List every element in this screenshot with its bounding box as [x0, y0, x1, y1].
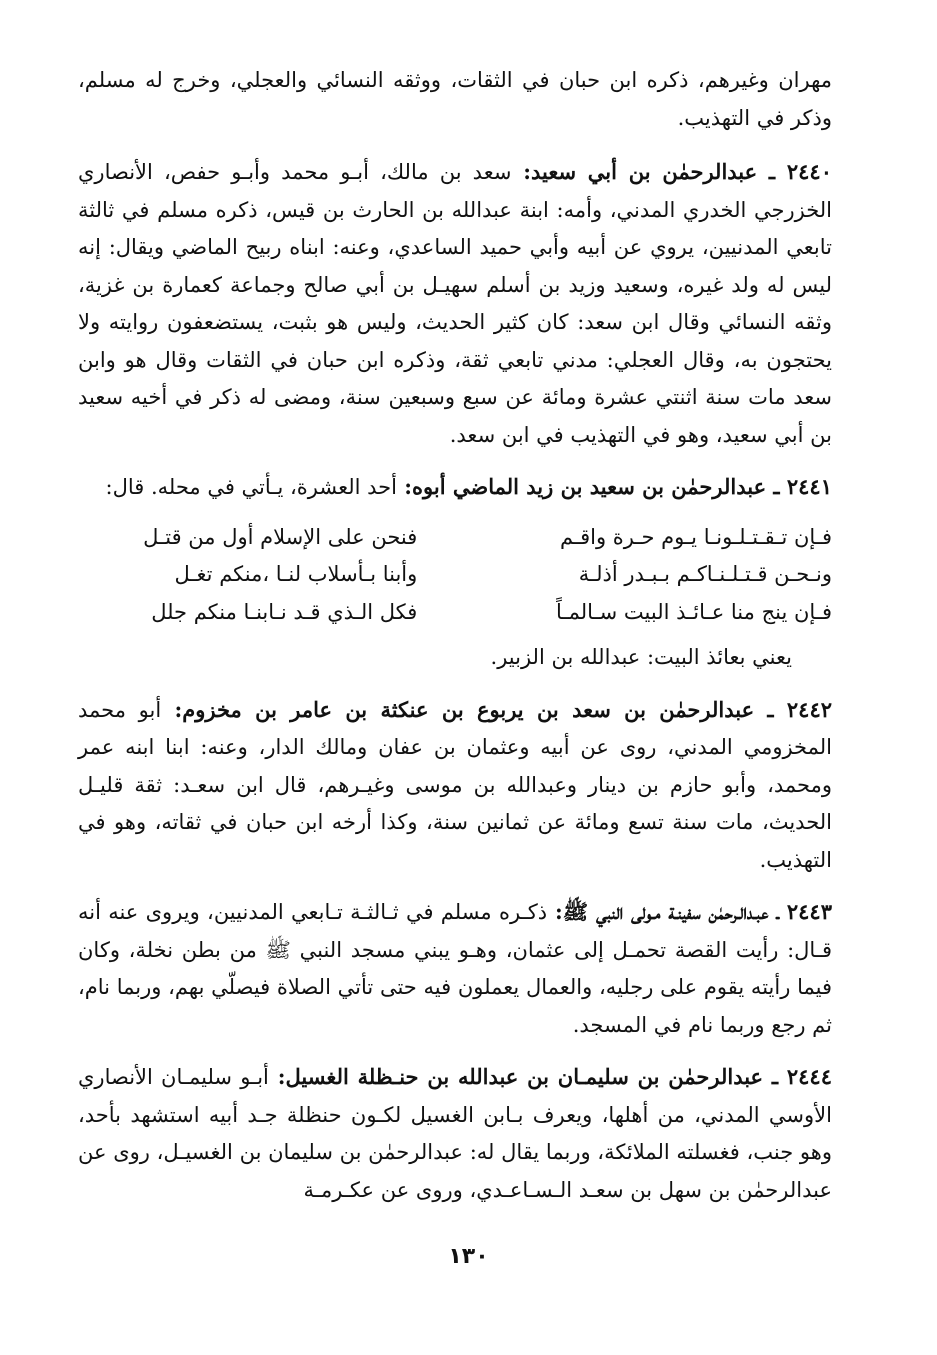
entry-heading: ـ عبدالرحمٰن بن أبي سعيد: — [511, 159, 787, 184]
poem-explanation: يعني بعائذ البيت: عبدالله بن الزبير. — [490, 645, 792, 669]
entry-2442 — [78, 691, 832, 880]
entry-number: ٢٤٤٤ — [786, 1064, 832, 1089]
entry-heading: ـ عبدالرحمٰن بن سليمـان بن عبدالله بن حنـظلة الغسيل: — [268, 1064, 787, 1089]
entry-2444 — [78, 1058, 832, 1209]
poem — [78, 519, 832, 632]
page-number: ١٣٠ — [448, 1244, 489, 1269]
entry-continuation — [78, 62, 832, 137]
verse-second-hemistich: فنحن على الإسلام أول من قتـل — [143, 524, 418, 549]
entry-number: ٢٤٤٠ — [786, 159, 832, 184]
verse-first-hemistich: ونـحـن قـتـلـنـاكـم بـبـدر أذلـة — [578, 562, 832, 586]
entry-heading: ـ عبدالرحمٰن بن سعد بن يربوع بن عنكثة بن عامر بن مخزوم: — [161, 696, 787, 722]
entry-2441 — [78, 468, 832, 507]
entry-text: سعد بن مالك، أبـو محمد وأبـو حفص، الأنصاري الخزرجي الخدري المدني، وأمه: ابنة عبدالله بن الحارث بن قيس، ذكره مسلم في ثالثة تابعي المدنيين، يروي عن أبيه وأبي حميد الساعدي، وعنه: ابناه ربيح الماضي ويقال: إنه ليس له ولد غيره، وسعيد وزيد بن أسلم سهيـل بن أبي صالح وجماعة كعمارة بن غزية، وثقه النسائي وقال ابن سعد: كان كثير الحديث، وليس هو بثبت، يستضعفون روايته ولا يحتجون به، وقال العجلي: مدني تابعي ثقة، وذكره ابن حبان في الثقات وقال هو وابن سعد مات سنة اثنتي عشرة ومائة عن سبع وسبعين سنة، ومضى له ذكر في أخيه سعيد بن أبي سعيد، وهو في التهذيب في ابن سعد. — [78, 160, 832, 447]
entry-text: ذكـره مسلم في ثـالثـة تـابعي المدنيين، ويروى عنه أنه قـال: رأيت القصة تحمـل إلى عثمان، وهـو يبني مسجد النبي ﷺ من بطن نخلة، وكان فيما رأيته يقوم على رجليه، والعمال يعملون فيه حتى تأتي الصلاة فيصلّي بهم، وربما نام، ثم رجع وربما نام في المسجد. — [78, 900, 832, 1037]
entry-heading: ـ عبدالرحمٰن بن سعيد بن زيد الماضي أبوه: — [396, 474, 787, 499]
page-body — [78, 62, 832, 1223]
verse-second-hemistich: وأبنا بـأسلاب لنـا ،منكم تغـل — [174, 562, 418, 586]
entry-text: أبو محمد المخزومي المدني، روى عن أبيه وعثمان بن عفان ومالك الدار، وعنه: ابنا ابنه عمر ومحمد، وأبو حازم بن دينار وعبدالله بن موسى وغيـرهم، قال ابن سعـد: ثقة قليـل الحديث، مات سنة تسع ومائة عن ثمانين سنة، وكذا أرخه ابن حبان في ثقاته، وهو في التهذيب. — [78, 697, 832, 872]
entry-number: ٢٤٤٣ — [786, 899, 832, 924]
poem-verse — [78, 594, 832, 632]
verse-first-hemistich: فـإن تـقـتـلـونـا يـوم حـرة واقـم — [559, 524, 832, 549]
verse-second-hemistich: فكل الـذي قـد نـابنـا منكم جلل — [151, 599, 418, 624]
entry-number: ٢٤٤٢ — [786, 696, 833, 722]
entry-text: أحد العشرة، يـأتي في محله. قال: — [105, 475, 397, 499]
poem-verse — [78, 519, 832, 557]
entry-2440 — [78, 153, 832, 454]
entry-2443 — [78, 893, 832, 1044]
entry-text: مهران وغيرهم، ذكره ابن حبان في الثقات، ووثقه النسائي والعجلي، وخرج له مسلم، وذكر في التهذيب. — [78, 68, 832, 130]
entry-number: ٢٤٤١ — [786, 474, 832, 499]
verse-first-hemistich: فـإن ينج منا عـائـذ البيت سـالمـاً — [556, 599, 832, 624]
poem-verse — [78, 556, 832, 594]
entry-heading: ـ عبـدالـرحمٰن سفينـة مـولى النبي ﷺ: — [547, 899, 787, 924]
entry-text: أبـو سليمـان الأنصاري الأوسي المدني، من أهلها، ويعرف بـابن الغسيل لكـون حنظلة جـد أبيه استشهد بأحد، وهو جنب، فغسلته الملائكة، وربما يقال له: عبدالرحمٰن بن سليمان بن الغسيـل، روى عن عبدالرحمٰن بن سهل بن سعـد الـسـاعـدي، وروى عن عكـرمـة — [78, 1065, 832, 1202]
